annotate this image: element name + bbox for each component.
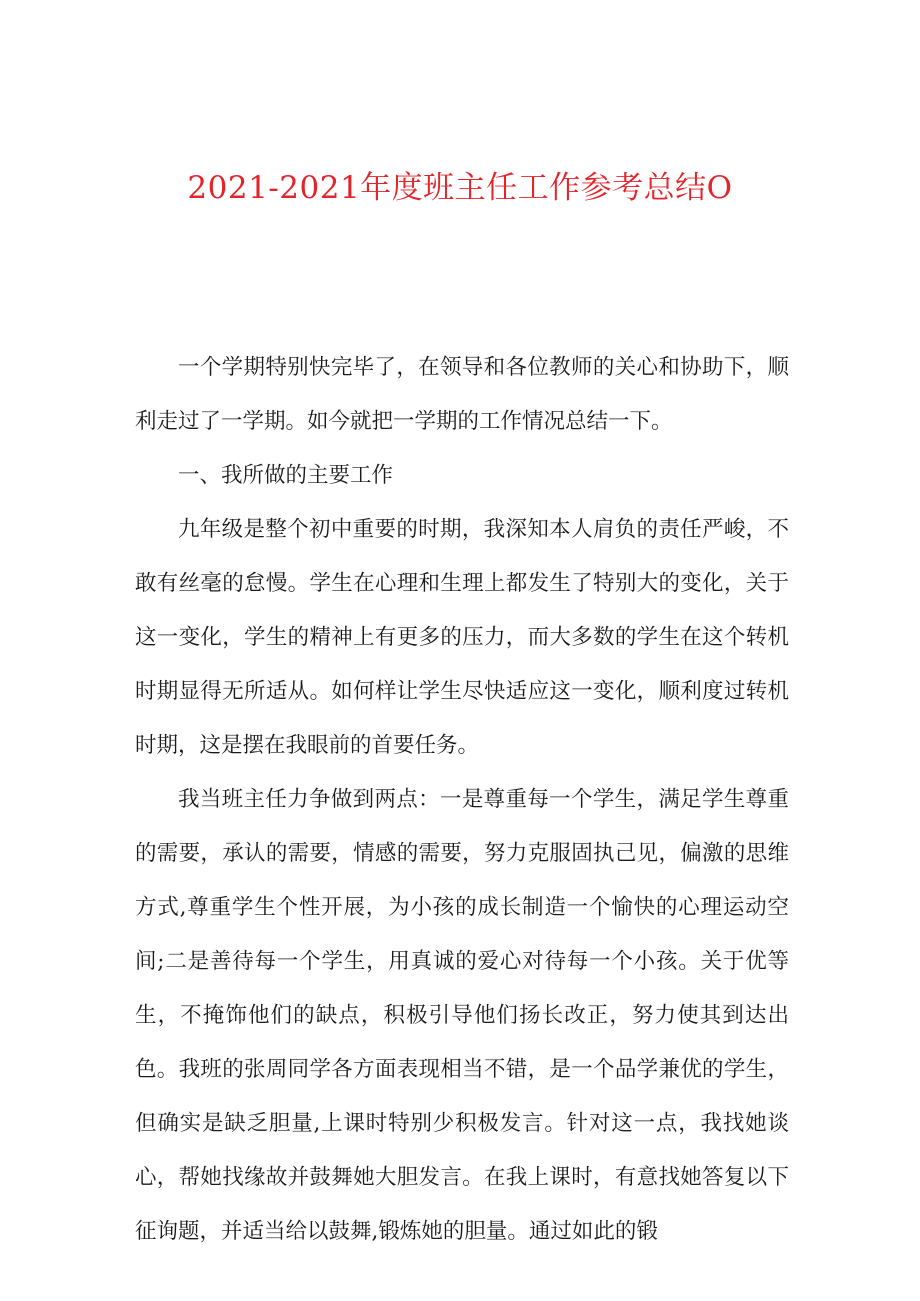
document-body — [135, 341, 789, 1259]
paragraph-intro: 一个学期特别快完毕了，在领导和各位教师的关心和协助下，顺利走过了一学期。如今就把一学期的工作情况总结一下。 — [135, 355, 789, 434]
paragraph-two-points: 我当班主任力争做到两点：一是尊重每一个学生，满足学生尊重的需要，承认的需要，情感的需要，努力克服固执己见，偏激的思维方式,尊重学生个性开展，为小孩的成长制造一个愉快的心理运动空间;二是善待每一个学生，用真诚的爱心对待每一个小孩。关于优等生，不掩饰他们的缺点，积极引导他们扬长改正，努力使其到达出色。我班的张周同学各方面表现相当不错，是一个品学兼优的学生，但确实是缺乏胆量,上课时特别少积极发言。针对这一点，我找她谈心，帮她找缘故并鼓舞她大胆发言。在我上课时，有意找她答复以下征询题，并适当给以鼓舞,锻炼她的胆量。通过如此的锻 — [135, 787, 789, 1244]
section-heading-main-work: 一、我所做的主要工作 — [178, 463, 394, 488]
paragraph-grade-nine: 九年级是整个初中重要的时期，我深知本人肩负的责任严峻，不敢有丝毫的怠慢。学生在心理和生理上都发生了特别大的变化，关于这一变化，学生的精神上有更多的压力，而大多数的学生在这个转机时期显得无所适从。如何样让学生尽快适应这一变化，顺利度过转机时期，这是摆在我眼前的首要任务。 — [135, 517, 789, 758]
document-title: 2021-2021年度班主任工作参考总结O — [187, 170, 733, 206]
